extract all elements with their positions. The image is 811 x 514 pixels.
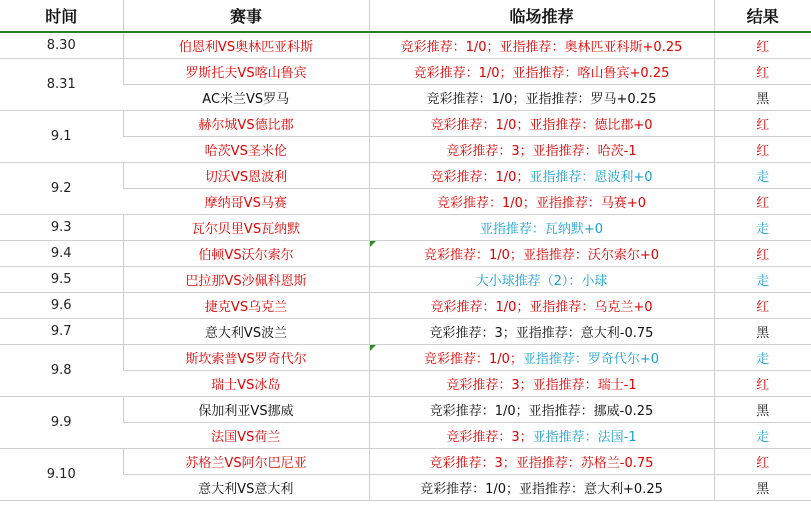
- prediction-cell: [369, 111, 714, 137]
- prediction-text: 竞彩推荐：3；亚指推荐：意大利-0.75: [429, 326, 654, 341]
- prediction-text: 亚指推荐：罗奇代尔+0: [522, 352, 660, 367]
- date-cell: 9.9: [0, 397, 123, 449]
- prediction-text: 亚指推荐：恩波利+0: [529, 170, 653, 185]
- result-cell: 红: [714, 137, 811, 163]
- match-cell: 罗斯托夫VS喀山鲁宾: [123, 59, 369, 85]
- cell-corner-marker: [370, 345, 376, 351]
- table-row: [0, 215, 811, 241]
- prediction-text: 竞彩推荐：1/0；亚指推荐：喀山鲁宾+0.25: [413, 66, 670, 81]
- match-cell: 斯坎索普VS罗奇代尔: [123, 345, 369, 371]
- table-row: [0, 32, 811, 59]
- date-cell: 9.3: [0, 215, 123, 241]
- prediction-text: 竞彩推荐：1/0；亚指推荐：沃尔索尔+0: [423, 248, 660, 263]
- table-row: [0, 293, 811, 319]
- date-cell: 8.30: [0, 32, 123, 59]
- header-result: 结果: [714, 0, 811, 32]
- result-cell: 走: [714, 345, 811, 371]
- header-row: [0, 0, 811, 32]
- prediction-cell: [369, 241, 714, 267]
- prediction-text: 竞彩推荐：1/0；亚指推荐：乌克兰+0: [430, 300, 653, 315]
- result-cell: 红: [714, 371, 811, 397]
- prediction-cell: [369, 371, 714, 397]
- header-time: 时间: [0, 0, 123, 32]
- date-cell: 9.1: [0, 111, 123, 163]
- prediction-cell: [369, 449, 714, 475]
- result-cell: 红: [714, 59, 811, 85]
- prediction-cell: [369, 189, 714, 215]
- prediction-text: 亚指推荐：瓦纳默+0: [479, 222, 604, 237]
- match-cell: 意大利VS意大利: [123, 475, 369, 501]
- match-cell: 捷克VS乌克兰: [123, 293, 369, 319]
- date-cell: 9.2: [0, 163, 123, 215]
- result-cell: 黑: [714, 397, 811, 423]
- prediction-cell: [369, 345, 714, 371]
- table-row: [0, 267, 811, 293]
- result-cell: 红: [714, 189, 811, 215]
- prediction-text: 竞彩推荐：1/0；亚指推荐：意大利+0.25: [420, 482, 663, 497]
- prediction-cell: [369, 137, 714, 163]
- table-row: [0, 449, 811, 475]
- table-row: [0, 241, 811, 267]
- prediction-cell: [369, 215, 714, 241]
- match-cell: 哈茨VS圣米伦: [123, 137, 369, 163]
- table-row: [0, 319, 811, 345]
- match-cell: 摩纳哥VS马赛: [123, 189, 369, 215]
- prediction-text: 竞彩推荐：3；亚指推荐：瑞士-1: [446, 378, 637, 393]
- date-cell: 9.5: [0, 267, 123, 293]
- table-row: [0, 59, 811, 85]
- prediction-text: 亚指推荐：法国-1: [532, 430, 637, 445]
- prediction-text: 竞彩推荐：3；: [446, 430, 533, 445]
- prediction-cell: [369, 32, 714, 59]
- match-cell: 切沃VS恩波利: [123, 163, 369, 189]
- result-cell: 黑: [714, 85, 811, 111]
- prediction-cell: [369, 267, 714, 293]
- date-cell: 9.6: [0, 293, 123, 319]
- date-cell: 9.7: [0, 319, 123, 345]
- prediction-cell: [369, 293, 714, 319]
- cell-corner-marker: [370, 241, 376, 247]
- prediction-text: 竞彩推荐：1/0；亚指推荐：罗马+0.25: [426, 92, 657, 107]
- prediction-text: 竞彩推荐：1/0；: [423, 352, 523, 367]
- header-match: 赛事: [123, 0, 369, 32]
- prediction-cell: [369, 59, 714, 85]
- match-cell: 保加利亚VS挪威: [123, 397, 369, 423]
- table-row: [0, 397, 811, 423]
- prediction-cell: [369, 397, 714, 423]
- prediction-text: 竞彩推荐：1/0；亚指推荐：德比郡+0: [430, 118, 653, 133]
- match-cell: 瓦尔贝里VS瓦纳默: [123, 215, 369, 241]
- date-cell: 8.31: [0, 59, 123, 111]
- prediction-cell: [369, 163, 714, 189]
- match-cell: AC米兰VS罗马: [123, 85, 369, 111]
- prediction-text: 竞彩推荐：1/0；亚指推荐：奥林匹亚科斯+0.25: [400, 40, 683, 55]
- match-cell: 意大利VS波兰: [123, 319, 369, 345]
- result-cell: 走: [714, 163, 811, 189]
- result-cell: 红: [714, 293, 811, 319]
- result-cell: 黑: [714, 475, 811, 501]
- match-cell: 伯顿VS沃尔索尔: [123, 241, 369, 267]
- date-cell: 9.8: [0, 345, 123, 397]
- table-row: [0, 111, 811, 137]
- result-cell: 走: [714, 215, 811, 241]
- match-cell: 巴拉那VS沙佩科恩斯: [123, 267, 369, 293]
- prediction-text: 竞彩推荐：1/0；: [430, 170, 530, 185]
- date-cell: 9.4: [0, 241, 123, 267]
- prediction-text: 大小球推荐（2）：小球: [475, 274, 608, 289]
- result-cell: 走: [714, 267, 811, 293]
- result-cell: 红: [714, 241, 811, 267]
- table-row: [0, 163, 811, 189]
- result-cell: 红: [714, 32, 811, 59]
- match-cell: 苏格兰VS阿尔巴尼亚: [123, 449, 369, 475]
- match-cell: 瑞士VS冰岛: [123, 371, 369, 397]
- prediction-cell: [369, 423, 714, 449]
- match-cell: 法国VS荷兰: [123, 423, 369, 449]
- prediction-text: 竞彩推荐：1/0；亚指推荐：挪威-0.25: [429, 404, 654, 419]
- prediction-text: 竞彩推荐：1/0；亚指推荐：马赛+0: [436, 196, 647, 211]
- prediction-cell: [369, 85, 714, 111]
- prediction-text: 竞彩推荐：3；亚指推荐：哈茨-1: [446, 144, 637, 159]
- result-cell: 走: [714, 423, 811, 449]
- table-body: [0, 32, 811, 501]
- result-cell: 黑: [714, 319, 811, 345]
- prediction-cell: [369, 319, 714, 345]
- prediction-cell: [369, 475, 714, 501]
- date-cell: 9.10: [0, 449, 123, 501]
- result-cell: 红: [714, 111, 811, 137]
- table-row: [0, 345, 811, 371]
- match-cell: 赫尔城VS德比郡: [123, 111, 369, 137]
- header-prediction: 临场推荐: [369, 0, 714, 32]
- match-cell: 伯恩利VS奥林匹亚科斯: [123, 32, 369, 59]
- prediction-text: 竞彩推荐：3；亚指推荐：苏格兰-0.75: [429, 456, 654, 471]
- result-cell: 红: [714, 449, 811, 475]
